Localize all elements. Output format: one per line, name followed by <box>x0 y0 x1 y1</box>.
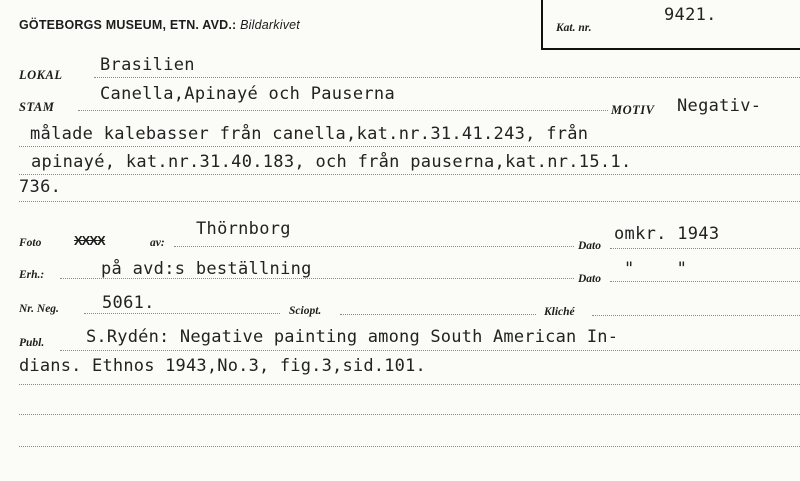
dato-value-2: " " <box>624 259 688 279</box>
publ-label: Publ. <box>19 337 45 349</box>
publ-line-1: S.Rydén: Negative painting among South American In- <box>86 327 619 347</box>
blank-dotted-line-1 <box>19 414 800 415</box>
nrneg-label: Nr. Neg. <box>19 303 59 315</box>
publ-dotted-line-1 <box>60 350 800 351</box>
motiv-line-1: Negativ- <box>677 96 762 116</box>
museum-name: GÖTEBORGS MUSEUM, ETN. AVD.: <box>19 18 237 32</box>
erh-value: på avd:s beställning <box>101 259 312 279</box>
motiv-line-4: 736. <box>19 177 62 197</box>
dato-label-2: Dato <box>578 273 601 285</box>
foto-dotted-line <box>174 246 574 247</box>
motiv-line-3: apinayé, kat.nr.31.40.183, och från pauserna,kat.nr.15.1. <box>31 152 632 172</box>
motiv-dotted-line-2 <box>19 146 800 147</box>
dato-dotted-line-1 <box>610 248 800 249</box>
foto-struck-text: XXXX <box>74 233 105 248</box>
motiv-label: MOTIV <box>611 103 655 117</box>
lokal-value: Brasilien <box>100 55 195 75</box>
lokal-label: LOKAL <box>19 68 63 82</box>
nrneg-value: 5061. <box>102 293 155 313</box>
dato-dotted-line-2 <box>610 281 800 282</box>
blank-dotted-line-2 <box>19 446 800 447</box>
foto-av-label: av: <box>150 237 165 249</box>
dato-label-1: Dato <box>578 240 601 252</box>
museum-header <box>19 18 300 32</box>
stam-value: Canella,Apinayé och Pauserna <box>100 84 395 104</box>
erh-label: Erh.: <box>19 269 45 281</box>
stam-dotted-line <box>78 110 608 111</box>
sciopt-label: Sciopt. <box>289 305 322 317</box>
erh-dotted-line <box>60 278 574 279</box>
archive-name: Bildarkivet <box>240 18 300 32</box>
motiv-line-2: målade kalebasser från canella,kat.nr.31.41.243, från <box>30 124 589 144</box>
kliche-label: Kliché <box>544 306 575 318</box>
catalog-number: 9421. <box>664 5 717 25</box>
foto-value: Thörnborg <box>196 219 291 239</box>
kliche-dotted-line <box>592 315 800 316</box>
stam-label: STAM <box>19 100 55 114</box>
motiv-dotted-line-4 <box>19 201 800 202</box>
dato-value-1: omkr. 1943 <box>614 224 720 244</box>
publ-dotted-line-2 <box>19 384 800 385</box>
motiv-dotted-line-3 <box>19 174 800 175</box>
nrneg-dotted-line <box>84 313 280 314</box>
publ-line-2: dians. Ethnos 1943,No.3, fig.3,sid.101. <box>19 356 426 376</box>
sciopt-dotted-line <box>340 314 536 315</box>
catalog-label: Kat. nr. <box>556 22 592 34</box>
foto-label: Foto <box>19 237 42 249</box>
lokal-dotted-line <box>94 77 800 78</box>
